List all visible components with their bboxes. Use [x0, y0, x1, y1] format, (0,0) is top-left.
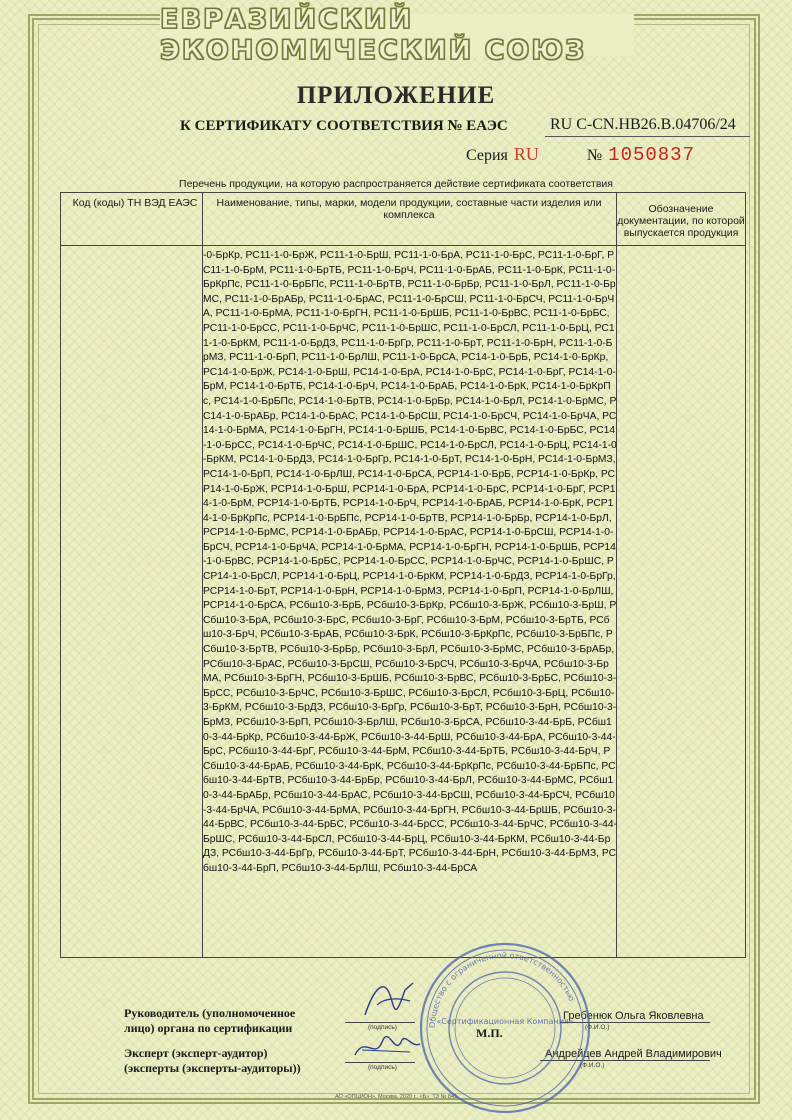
seal-center-text: «Сертификационная Компания»: [436, 1017, 574, 1026]
expert-label-line-1: Эксперт (эксперт-аудитор): [124, 1046, 268, 1060]
head-label-line-2: лицо) органа по сертификации: [124, 1021, 293, 1035]
head-name: Гребенюк Ольга Яковлевна: [563, 1010, 704, 1022]
head-label: [124, 1006, 295, 1036]
expert-signature: [350, 1030, 425, 1065]
series-label: Серия: [466, 147, 508, 164]
banner-text: ЕВРАЗИЙСКИЙ ЭКОНОМИЧЕСКИЙ СОЮЗ: [160, 4, 587, 66]
certificate-number-underline: [545, 136, 750, 137]
head-label-line-1: Руководитель (уполномоченное: [124, 1006, 296, 1020]
products-caption: Перечень продукции, на которую распространяется действие сертификата соответствия: [179, 178, 613, 190]
head-signature-caption: (подпись): [368, 1024, 397, 1031]
expert-name: Андрейцев Андрей Владимирович: [545, 1048, 722, 1060]
header-banner: [160, 4, 634, 66]
printer-footer: АО «ОПЦИОН», Москва, 2020 г., «Б», ТЗ № 845: [335, 1094, 458, 1100]
expert-label: [124, 1046, 301, 1076]
column-header-doc: Обозначение документации, по которой выпускается продукция: [617, 203, 745, 239]
expert-label-line-2: (эксперты (эксперты-аудиторы)): [124, 1061, 301, 1075]
stamp-place: М.П.: [476, 1026, 503, 1040]
head-name-caption: (Ф.И.О.): [585, 1024, 610, 1031]
number-label: №: [586, 147, 603, 164]
products-table: [60, 192, 746, 958]
column-header-name: Наименование, типы, марки, модели продукции, составные части изделия или комплекса: [216, 197, 602, 221]
expert-name-caption: (Ф.И.О.): [580, 1062, 605, 1069]
seal-ring-text: Общество с ограниченной ответственностью: [427, 950, 577, 1029]
organization-seal: [415, 938, 595, 1118]
products-list: -0-БрКр, РС11-1-0-БрЖ, РС11-1-0-БрШ, РС11-1-0-БрА, РС11-1-0-БрС, РС11-1-0-БрГ, РС11-1-0-БрМ, РС11-1-0-БрТБ, РС11-1-0-БрЧ, РС11-1-0-БрАБ, РС11-1-0-БрК, РС11-1-0-БрКрПс, РС11-1-0-БрБПс, РС11-1-0-БрТВ, РС11-1-0-БрБр, РС11-1-0-БрЛ, РС11-1-0-БрМС, РС11-1-0-БрАБр, РС11-1-0-БрАС, РС11-1-0-БрСШ, РС11-1-0-БрСЧ, РС11-1-0-БрЧА, РС11-1-0-БрМА, РС11-1-0-БрГН, РС11-1-0-БрШБ, РС11-1-0-БрВС, РС11-1-0-БрБС, РС11-1-0-БрСС, РС11-1-0-БрЧС, РС11-1-0-БрШС, РС11-1-0-БрСЛ, РС11-1-0-БрЦ, РС11-1-0-БрКМ, РС11-1-0-БрДЗ, РС11-1-0-БрГр, РС11-1-0-БрТ, РС11-1-0-БрН, РС11-1-0-БрМЗ, РС11-1-0-БрП, РС11-1-0-БрЛШ, РС11-1-0-БрСА, РС14-1-0-БрБ, РС14-1-0-БрКр, РС14-1-0-БрЖ, РС14-1-0-БрШ, РС14-1-0-БрА, РС14-1-0-БрС, РС14-1-0-БрГ, РС14-1-0-БрМ, РС14-1-0-БрТБ, РС14-1-0-БрЧ, РС14-1-0-БрАБ, РС14-1-0-БрК, РС14-1-0-БрКрПс, РС14-1-0-БрБПс, РС14-1-0-БрТВ, РС14-1-0-БрБр, РС14-1-0-БрЛ, РС14-1-0-БрМС, РС14-1-0-БрАБр, РС14-1-0-БрАС, РС14-1-0-БрСШ, РС14-1-0-БрСЧ, РС14-1-0-БрЧА, РС14-1-0-БрМА, РС14-1-0-БрГН, РС14-1-0-БрШБ, РС14-1-0-БрВС, РС14-1-0-БрБС, РС14-1-0-БрСС, РС14-1-0-БрЧС, РС14-1-0-БрШС, РС14-1-0-БрСЛ, РС14-1-0-БрЦ, РС14-1-0-БрКМ, РС14-1-0-БрДЗ, РС14-1-0-БрГр, РС14-1-0-БрТ, РС14-1-0-БрН, РС14-1-0-БрМЗ, РС14-1-0-БрП, РС14-1-0-БрЛШ, РС14-1-0-БрСА, РСР14-1-0-БрБ, РСР14-1-0-БрКр, РСР14-1-0-БрЖ, РСР14-1-0-БрШ, РСР14-1-0-БрА, РСР14-1-0-БрС, РСР14-1-0-БрГ, РСР14-1-0-БрМ, РСР14-1-0-БрТБ, РСР14-1-0-БрЧ, РСР14-1-0-БрАБ, РСР14-1-0-БрК, РСР14-1-0-БрКрПс, РСР14-1-0-БрБПс, РСР14-1-0-БрТВ, РСР14-1-0-БрБр, РСР14-1-0-БрЛ, РСР14-1-0-БрМС, РСР14-1-0-БрАБр, РСР14-1-0-БрАС, РСР14-1-0-БрСШ, РСР14-1-0-БрСЧ, РСР14-1-0-БрЧА, РСР14-1-0-БрМА, РСР14-1-0-БрГН, РСР14-1-0-БрШБ, РСР14-1-0-БрВС, РСР14-1-0-БрБС, РСР14-1-0-БрСС, РСР14-1-0-БрЧС, РСР14-1-0-БрШС, РСР14-1-0-БрСЛ, РСР14-1-0-БрЦ, РСР14-1-0-БрКМ, РСР14-1-0-БрДЗ, РСР14-1-0-БрГр, РСР14-1-0-БрТ, РСР14-1-0-БрН, РСР14-1-0-БрМЗ, РСР14-1-0-БрП, РСР14-1-0-БрЛШ, РСР14-1-0-БрСА, РСбш10-3-БрБ, РСбш10-3-БрКр, РСбш10-3-БрЖ, РСбш10-3-БрШ, РСбш10-3-БрА, РСбш10-3-БрС, РСбш10-3-БрГ, РСбш10-3-БрМ, РСбш10-3-БрТБ, РСбш10-3-БрЧ, РСбш10-3-БрАБ, РСбш10-3-БрК, РСбш10-3-БрКрПс, РСбш10-3-БрБПс, РСбш10-3-БрТВ, РСбш10-3-БрБр, РСбш10-3-БрЛ, РСбш10-3-БрМС, РСбш10-3-БрАБр, РСбш10-3-БрАС, РСбш10-3-БрСШ, РСбш10-3-БрСЧ, РСбш10-3-БрЧА, РСбш10-3-БрМА, РСбш10-3-БрГН, РСбш10-3-БрШБ, РСбш10-3-БрВС, РСбш10-3-БрБС, РСбш10-3-БрСС, РСбш10-3-БрЧС, РСбш10-3-БрШС, РСбш10-3-БрСЛ, РСбш10-3-БрЦ, РСбш10-3-БрКМ, РСбш10-3-БрДЗ, РСбш10-3-БрГр, РСбш10-3-БрТ, РСбш10-3-БрН, РСбш10-3-БрМЗ, РСбш10-3-БрП, РСбш10-3-БрЛШ, РСбш10-3-БрСА, РСбш10-3-44-БрБ, РСбш10-3-44-БрКр, РСбш10-3-44-БрЖ, РСбш10-3-44-БрШ, РСбш10-3-44-БрА, РСбш10-3-44-БрС, РСбш10-3-44-БрГ, РСбш10-3-44-БрМ, РСбш10-3-44-БрТБ, РСбш10-3-44-БрЧ, РСбш10-3-44-БрАБ, РСбш10-3-44-БрК, РСбш10-3-44-БрКрПс, РСбш10-3-44-БрБПс, РСбш10-3-44-БрТВ, РСбш10-3-44-БрБр, РСбш10-3-44-БрЛ, РСбш10-3-44-БрМС, РСбш10-3-44-БрАБр, РСбш10-3-44-БрАС, РСбш10-3-44-БрСШ, РСбш10-3-44-БрСЧ, РСбш10-3-44-БрЧА, РСбш10-3-44-БрМА, РСбш10-3-44-БрГН, РСбш10-3-44-БрШБ, РСбш10-3-44-БрВС, РСбш10-3-44-БрБС, РСбш10-3-44-БрСС, РСбш10-3-44-БрЧС, РСбш10-3-44-БрШС, РСбш10-3-44-БрСЛ, РСбш10-3-44-БрЦ, РСбш10-3-44-БрКМ, РСбш10-3-44-БрДЗ, РСбш10-3-44-БрГр, РСбш10-3-44-БрТ, РСбш10-3-44-БрН, РСбш10-3-44-БрМЗ, РСбш10-3-44-БрП, РСбш10-3-44-БрЛШ, РСбш10-3-44-БрСА: [203, 250, 617, 874]
certificate-number: RU С-CN.НВ26.В.04706/24: [550, 116, 736, 133]
blank-number: 1050837: [608, 144, 695, 166]
page-subtitle: К СЕРТИФИКАТУ СООТВЕТСТВИЯ № ЕАЭС: [180, 118, 508, 134]
header-divider: [61, 245, 745, 246]
page-title: ПРИЛОЖЕНИЕ: [296, 82, 496, 109]
series-value: RU: [513, 144, 539, 164]
expert-signature-caption: (подпись): [368, 1064, 397, 1071]
series-line: [466, 144, 695, 166]
column-header-code: Код (коды) ТН ВЭД ЕАЭС: [72, 197, 198, 209]
